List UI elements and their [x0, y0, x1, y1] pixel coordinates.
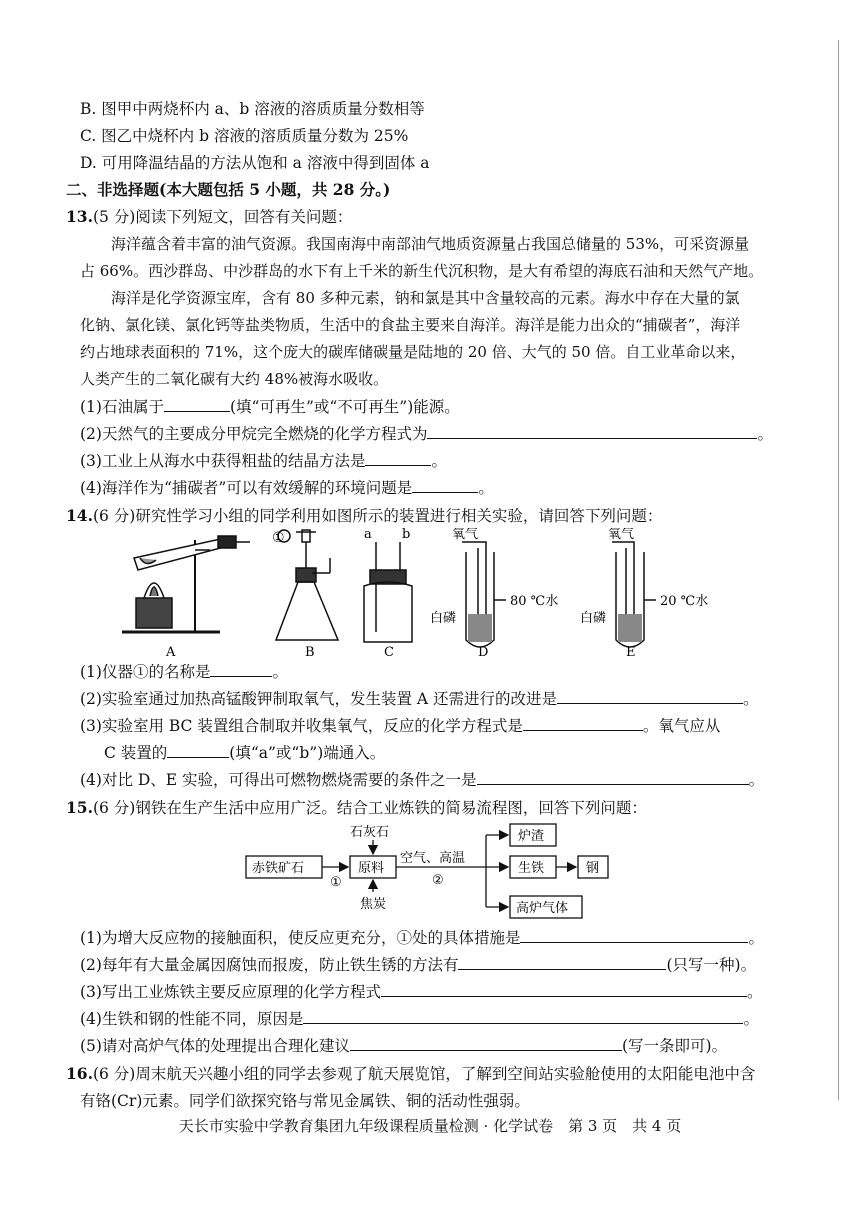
q14-intro: [66, 506, 662, 526]
apparatus-b: [276, 530, 338, 640]
q14-apparatus-figure: [100, 528, 740, 660]
q14-sub3: [80, 716, 720, 736]
q15-answer-blank-4[interactable]: [303, 1009, 743, 1024]
q15-sub2-text: (2)每年有大量金属因腐蚀而报废，防止铁生锈的方法有: [80, 956, 459, 974]
q15-sub3-period: 。: [746, 983, 763, 1001]
q13-p2-line4: 人类产生的二氧化碳有大约 48%被海水吸收。: [80, 370, 389, 388]
flow-limestone: 石灰石: [350, 825, 390, 840]
label-e: E: [626, 645, 636, 660]
q15-sub4-text: (4)生铁和钢的性能不同，原因是: [80, 1010, 304, 1028]
q14-sub3-cont: [104, 743, 385, 763]
q15-sub1-text: (1)为增大反应物的接触面积，使反应更充分，①处的具体措施是: [80, 929, 521, 947]
flow-condition: 空气、高温: [400, 851, 466, 866]
flow-pigiron: 生铁: [518, 861, 545, 876]
q13-answer-blank-1[interactable]: [164, 397, 230, 412]
q14-sub1-text: (1)仪器①的名称是: [80, 663, 211, 681]
q14-sub2: [80, 689, 759, 709]
apparatus-e: [612, 542, 656, 647]
q15-intro-text: (6 分)钢铁在生产生活中应用广泛。结合工业炼铁的简易流程图，回答下列问题：: [92, 799, 647, 817]
q14-sub3-suffix: 。氧气应从: [642, 717, 721, 735]
option-c: C. 图乙中烧杯内 b 溶液的溶质质量分数为 25%: [80, 127, 409, 145]
q15-sub5: [80, 1036, 727, 1056]
q14-sub1-period: 。: [272, 663, 288, 681]
q14-sub3-cont-text: C 装置的: [104, 744, 168, 762]
q15-sub1-period: 。: [748, 929, 764, 947]
q13-sub2-period: 。: [757, 425, 773, 443]
q14-answer-blank-1[interactable]: [210, 662, 272, 677]
section-title: 二、非选择题(本大题包括 5 小题，共 28 分。): [66, 180, 391, 199]
q13-answer-blank-3[interactable]: [365, 451, 431, 466]
flow-coke: 焦炭: [360, 897, 387, 912]
q15-answer-blank-2[interactable]: [458, 955, 666, 970]
q13-sub3: [80, 451, 447, 471]
q14-answer-blank-4[interactable]: [167, 743, 229, 758]
q13-p2-line1: 海洋是化学资源宝库，含有 80 多种元素，钠和氯是其中含量较高的元素。海水中存在大量的氯: [111, 289, 740, 307]
q13-sub2-text: (2)天然气的主要成分甲烷完全燃烧的化学方程式为: [80, 425, 428, 443]
q14-sub2-text: (2)实验室通过加热高锰酸钾制取氧气，发生装置 A 还需进行的改进是: [80, 690, 558, 708]
q15-answer-blank-3[interactable]: [381, 982, 747, 997]
option-b: B. 图甲中两烧杯内 a、b 溶液的溶质质量分数相等: [80, 100, 425, 118]
q14-sub4-period: 。: [748, 771, 765, 789]
q15-sub5-suffix: (写一条即可)。: [621, 1037, 728, 1055]
q15-sub3-text: (3)写出工业炼铁主要反应原理的化学方程式: [80, 983, 381, 1001]
q16-line1: [66, 1064, 755, 1084]
q13-sub1-text: (1)石油属于: [80, 398, 164, 416]
q13-p1-line2: 占 66%。西沙群岛、中沙群岛的水下有上千米的新生代沉积物，是大有希望的海底石油和天然气产地。: [80, 262, 764, 280]
label-water-e: 20 ℃水: [660, 594, 709, 609]
q13-sub4-text: (4)海洋作为“捕碳者”可以有效缓解的环境问题是: [80, 479, 413, 497]
q14-sub4-text: (4)对比 D、E 实验，可得出可燃物燃烧需要的条件之一是: [80, 771, 477, 789]
q15-intro: [66, 798, 647, 818]
q13-sub1: [80, 397, 460, 417]
flow-slag: 炉渣: [518, 829, 545, 844]
q13-p2-line2: 化钠、氯化镁、氯化钙等盐类物质，生活中的食盐主要来自海洋。海洋是能力出众的“捕碳者”，海洋: [80, 316, 741, 334]
option-d: D. 可用降温结晶的方法从饱和 a 溶液中得到固体 a: [80, 154, 430, 172]
q14-sub3-text: (3)实验室用 BC 装置组合制取并收集氧气，反应的化学方程式是: [80, 717, 523, 735]
q13-p1-line1: 海洋蕴含着丰富的油气资源。我国南海中南部油气地质资源量占我国总储量的 53%，可采资源量: [111, 235, 750, 253]
flow-raw: 原料: [358, 861, 385, 876]
q16-line1-text: (6 分)周末航天兴趣小组的同学去参观了航天展览馆，了解到空间站实验舱使用的太阳能电池中含: [92, 1065, 756, 1083]
label-c: C: [384, 645, 394, 660]
q14-answer-blank-3[interactable]: [523, 716, 643, 731]
label-tube-b: b: [402, 528, 411, 542]
label-water-d: 80 ℃水: [510, 594, 559, 609]
flow-step1: ①: [330, 875, 342, 890]
q15-answer-blank-1[interactable]: [520, 928, 748, 943]
q13-intro: [66, 207, 352, 227]
q14-number: 14.: [66, 506, 93, 525]
q13-sub4: [80, 478, 494, 498]
q15-sub4-period: 。: [743, 1010, 759, 1028]
flow-steel: 钢: [586, 861, 600, 876]
label-tube-a: a: [364, 528, 372, 542]
q16-number: 16.: [66, 1064, 93, 1083]
q13-intro-text: (5 分)阅读下列短文，回答有关问题：: [92, 208, 353, 226]
q13-p2-line3: 约占地球表面积的 71%，这个庞大的碳库储碳量是陆地的 20 倍、大气的 50 倍。自工业革命以来，: [80, 343, 746, 361]
q13-sub3-text: (3)工业上从海水中获得粗盐的结晶方法是: [80, 452, 366, 470]
q16-line2: 有铬(Cr)元素。同学们欲探究铬与常见金属铁、铜的活动性强弱。: [80, 1092, 530, 1110]
q14-answer-blank-2[interactable]: [557, 689, 743, 704]
q13-sub4-period: 。: [478, 479, 494, 497]
q13-sub1-suffix: (填“可再生”或“不可再生”)能源。: [229, 398, 460, 416]
flow-gas: 高炉气体: [516, 901, 569, 916]
q13-sub3-period: 。: [431, 452, 447, 470]
q14-sub2-period: 。: [743, 690, 759, 708]
q15-sub1: [80, 928, 764, 948]
q15-flowchart: [240, 818, 620, 922]
apparatus-a: [122, 536, 250, 632]
label-a: A: [166, 645, 176, 660]
q13-answer-blank-2[interactable]: [427, 424, 757, 439]
q14-sub1: [80, 662, 288, 682]
label-circle-1: ①: [272, 530, 285, 546]
q13-sub2: [80, 424, 773, 444]
label-b: B: [305, 645, 315, 660]
label-phos-d: 白磷: [430, 611, 457, 626]
q15-sub2-suffix: (只写一种)。: [666, 956, 757, 974]
q14-answer-blank-5[interactable]: [477, 770, 749, 785]
q13-number: 13.: [66, 207, 93, 226]
page-footer: 天长市实验中学教育集团九年级课程质量检测 · 化学试卷 第 3 页 共 4 页: [178, 1117, 682, 1135]
page-border: [838, 40, 839, 1100]
label-oxygen-e: 氧气: [608, 528, 635, 542]
q15-sub2: [80, 955, 756, 975]
q14-sub4: [80, 770, 764, 790]
q15-answer-blank-5[interactable]: [350, 1036, 622, 1051]
flow-ore: 赤铁矿石: [252, 861, 305, 876]
label-phos-e: 白磷: [580, 611, 607, 626]
q15-number: 15.: [66, 798, 93, 817]
flow-step2: ②: [432, 873, 444, 888]
apparatus-c: [364, 542, 412, 642]
q14-intro-text: (6 分)研究性学习小组的同学利用如图所示的装置进行相关实验，请回答下列问题：: [92, 507, 663, 525]
q15-sub5-text: (5)请对高炉气体的处理提出合理化建议: [80, 1037, 350, 1055]
label-oxygen-d: 氧气: [452, 528, 479, 542]
q13-answer-blank-4[interactable]: [412, 478, 478, 493]
q15-sub4: [80, 1009, 759, 1029]
apparatus-d: [462, 542, 506, 647]
q14-sub3-cont-suffix: (填“a”或“b”)端通入。: [229, 744, 386, 762]
label-d: D: [478, 645, 489, 660]
q15-sub3: [80, 982, 762, 1002]
